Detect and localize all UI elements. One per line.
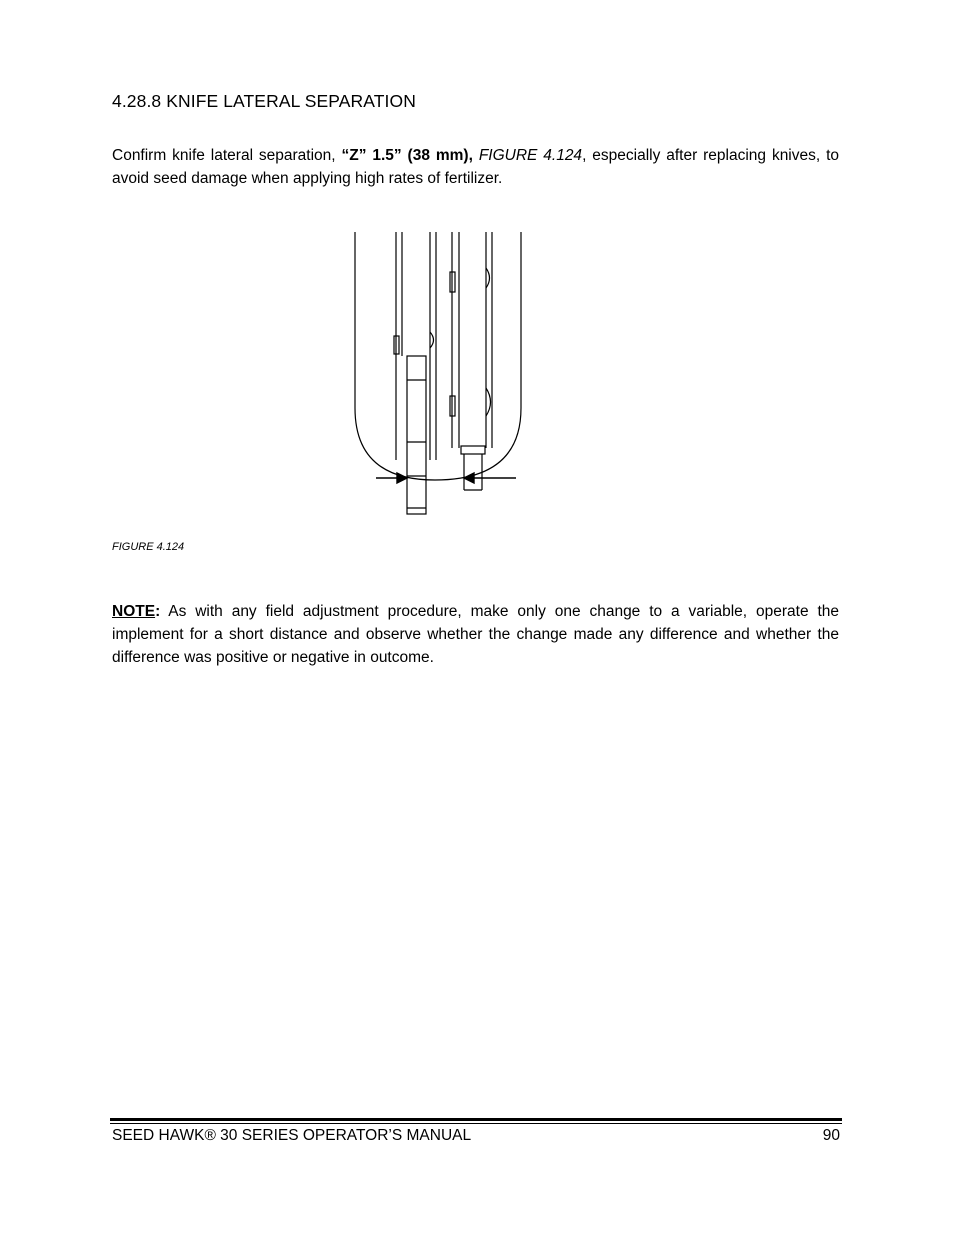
right-knife-collar xyxy=(461,446,485,454)
footer-rule-thin xyxy=(110,1123,842,1124)
instruction-text-start: Confirm knife lateral separation, xyxy=(112,147,342,164)
figure-caption: FIGURE 4.124 xyxy=(112,541,185,553)
outer-housing xyxy=(355,232,521,480)
footer-manual-title: SEED HAWK® 30 SERIES OPERATOR’S MANUAL xyxy=(112,1127,472,1144)
note-paragraph xyxy=(112,600,839,669)
separation-spec: “Z” 1.5” (38 mm), xyxy=(341,147,473,164)
note-label: NOTE xyxy=(112,603,156,620)
knife-separation-diagram xyxy=(340,228,540,520)
footer-rule-thick xyxy=(110,1118,842,1121)
note-colon: : xyxy=(155,603,161,620)
section-heading: 4.28.8 KNIFE LATERAL SEPARATION xyxy=(112,91,416,111)
note-text: As with any field adjustment procedure, make only one change to a variable, operate the implement for a short distance and observe whether the change made any difference and whether the difference was positive or negative in outcome. xyxy=(112,603,839,666)
instruction-text-end: , especially after replacing knives, to avoid seed damage when applying high rates of fertilizer. xyxy=(112,147,840,187)
figure-reference: FIGURE 4.124 xyxy=(478,147,583,164)
instruction-paragraph xyxy=(112,144,839,190)
footer-page-number: 90 xyxy=(822,1127,840,1144)
